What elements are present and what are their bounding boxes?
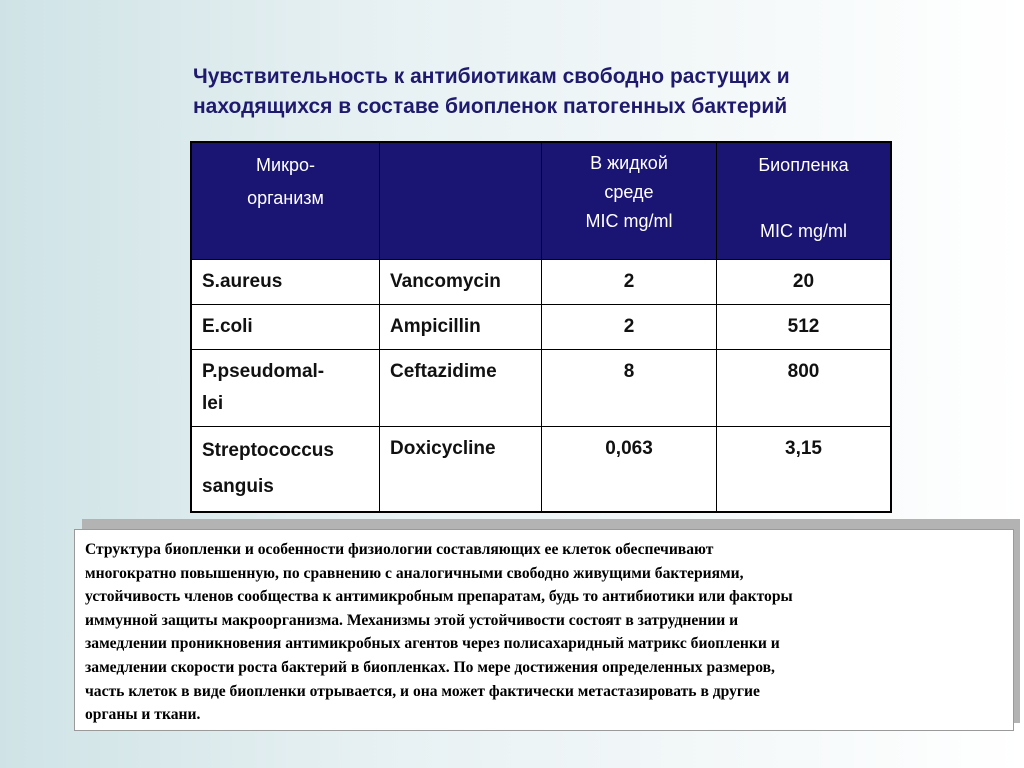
row-biofilm-mic: 512 (717, 304, 892, 349)
note-line: устойчивость членов сообщества к антимикробным препаратам, будь то антибиотики или факторы (85, 588, 793, 606)
table-row (191, 259, 891, 304)
note-line: Структура биопленки и особенности физиологии составляющих ее клеток обеспечивают (85, 541, 714, 558)
row-organism (191, 426, 380, 512)
header-liquid-line-2: среде (604, 182, 654, 202)
header-liquid-line-1: В жидкой (590, 153, 668, 173)
header-biofilm-unit: MIC mg/ml (760, 221, 847, 241)
row-antibiotic: Doxicycline (380, 426, 542, 512)
row-biofilm-mic: 3,15 (717, 426, 892, 512)
row-antibiotic: Ceftazidime (380, 349, 542, 426)
note-line: органы и ткани. (85, 706, 201, 724)
header-organism-line-1: Микро- (256, 155, 315, 175)
header-biofilm (717, 142, 892, 259)
note-line: часть клеток в виде биопленки отрывается, и она может фактически метастазировать в другие (85, 682, 760, 700)
row-organism-line-2: lei (202, 392, 224, 414)
slide-title-line-1: Чувствительность к антибиотикам свободно растущих и (193, 65, 790, 88)
note-line: замедлении проникновения антимикробных агентов через полисахаридный матрикс биопленки и (85, 635, 780, 653)
table-row (191, 426, 891, 512)
note-box (74, 529, 1014, 731)
row-liquid-mic: 8 (542, 349, 717, 426)
note-line: многократно повышенную, по сравнению с аналогичными свободно живущими бактериями, (85, 564, 744, 582)
header-antibiotic (380, 142, 542, 259)
row-liquid-mic: 0,063 (542, 426, 717, 512)
row-organism-line-1: Streptococcus (202, 439, 334, 461)
header-organism (191, 142, 380, 259)
row-organism: S.aureus (191, 259, 380, 304)
slide-title-line-2: находящихся в составе биопленок патогенных бактерий (193, 95, 788, 118)
row-liquid-mic: 2 (542, 304, 717, 349)
header-liquid-unit: MIC mg/ml (585, 211, 673, 231)
table-row (191, 349, 891, 426)
row-liquid-mic: 2 (542, 259, 717, 304)
table-row (191, 304, 891, 349)
header-liquid-medium (542, 142, 717, 259)
row-biofilm-mic: 800 (717, 349, 892, 426)
row-antibiotic: Ampicillin (380, 304, 542, 349)
row-organism-line-2: sanguis (202, 475, 274, 497)
table-header-row (191, 142, 891, 259)
row-antibiotic: Vancomycin (380, 259, 542, 304)
header-biofilm-line-1: Биопленка (758, 155, 849, 175)
row-organism-line-1: P.pseudomal- (202, 360, 325, 382)
row-organism: E.coli (191, 304, 380, 349)
slide-title (193, 62, 953, 122)
row-organism (191, 349, 380, 426)
note-line: замедлении скорости роста бактерий в биопленках. По мере достижения определенных размеров, (85, 658, 775, 676)
mic-table (190, 141, 892, 513)
note-line: иммунной защиты макроорганизма. Механизмы этой устойчивости состоят в затруднении и (85, 611, 739, 629)
header-organism-line-2: организм (247, 188, 324, 208)
row-biofilm-mic: 20 (717, 259, 892, 304)
